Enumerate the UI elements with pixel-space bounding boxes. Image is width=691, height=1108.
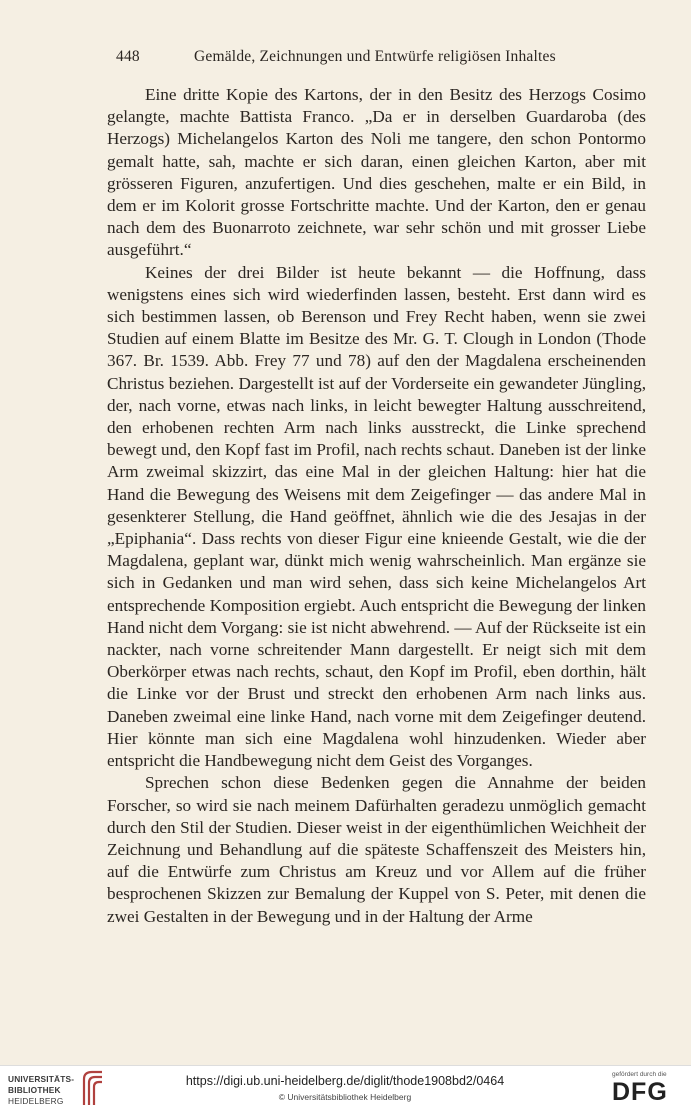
funding-note: gefördert durch die — [612, 1071, 667, 1078]
page-number: 448 — [116, 48, 140, 65]
dfg-logo[interactable]: DFG — [612, 1078, 668, 1106]
running-title: Gemälde, Zeichnungen und Entwürfe religiösen Inhaltes — [194, 48, 556, 65]
library-name-line2: BIBLIOTHEK — [8, 1085, 61, 1095]
library-name-line3: HEIDELBERG — [8, 1096, 64, 1106]
paragraph: Sprechen schon diese Bedenken gegen die Annahme der beiden Forscher, so wird sie nach meinem Dafürhalten geradezu unmöglich gemacht durch den Stil der Studien. Dieser weist in der eigenthümlichen Weichheit der Zeichnung und Behandlung auf die späteste Schaffenszeit des Meisters hin, auf die Entwürfe zum Christus am Kreuz und vor Allem auf die früher besprochenen Skizzen zur Bemalung der Kuppel von S. Peter, mit denen die zwei Gestalten in der Bewegung und in der Haltung der Arme — [107, 773, 646, 926]
library-emblem-icon — [78, 1069, 106, 1107]
library-logo[interactable] — [8, 1068, 98, 1108]
permalink-url[interactable]: https://digi.ub.uni-heidelberg.de/diglit/thode1908bd2/0464 — [185, 1074, 505, 1088]
paragraph: Keines der drei Bilder ist heute bekannt — die Hoffnung, dass wenigstens eines sich wird wiederfinden lassen, besteht. Erst dann wird es sich bestimmen lassen, ob Berenson und Frey Recht haben, wenn sie zwei Studien auf einem Blatte im Besitze des Mr. G. T. Clough in London (Thode 367. Br. 1539. Abb. Frey 77 und 78) auf den der Magdalena erscheinenden Christus beziehen. Dargestellt ist auf der Vorderseite ein gewandeter Jüngling, der, nach vorne, etwas nach links, in leicht bewegter Haltung ausschreitend, den erhobenen rechten Arm nach links ausstreckt, die Linke sprechend bewegt und, den Kopf fast im Profil, nach rechts schaut. Daneben ist der linke Arm zweimal skizzirt, das eine Mal in der gleichen Haltung: hier hat die Hand die Bewegung des Weisens mit dem Zeigefinger — das andere Mal in gesenkterer Stellung, die Hand geöffnet, ähnlich wie die des Jesajas in der „Epiphania“. Dass rechts von dieser Figur eine knieende Gestalt, wie die der Magdalena, geplant war, dünkt mich wenig wahrscheinlich. Man ergänze sie sich in Gedanken und man wird sehen, dass sich keine Michelangelos Art entsprechende Komposition ergiebt. Auch entspricht die Bewegung der linken Hand nicht dem Vorgang: sie ist nicht abwehrend. — Auf der Rückseite ist ein nackter, nach vorne schreitender Mann dargestellt. Er neigt sich mit dem Oberkörper etwas nach rechts, schaut, den Kopf im Profil, eben dorthin, hält die Linke vor der Brust und streckt den erhobenen Arm nach links aus. Daneben zweimal eine linke Hand, nach vorne mit dem Zeigefinger deutend. Hier könnte man sich eine Magdalena wohl hinzudenken. Wieder aber entspricht die Handbewegung nicht dem Geist des Vorganges. — [107, 262, 646, 771]
copyright-notice: © Universitätsbibliothek Heidelberg — [278, 1092, 412, 1102]
library-name-line1: UNIVERSITÄTS- — [8, 1074, 75, 1084]
running-header — [116, 44, 646, 70]
paragraph: Eine dritte Kopie des Kartons, der in den Besitz des Herzogs Cosimo gelangte, machte Battista Franco. „Da er in derselben Guardaroba (des Herzogs) Michelangelos Karton des Noli me tangere, den schon Pontormo gemalt hatte, sah, machte er sich daran, einen gleichen Karton, aber mit grösseren Figuren, anzufertigen. Und dies geschehen, malte er ein Bild, in dem er im Kolorit grosse Fortschritte machte. Und der Karton, den er genau nach dem des Buonarroto zeichnete, war sehr schön und mit grosser Liebe ausgeführt.“ — [107, 85, 646, 260]
viewer-footer — [0, 1065, 691, 1108]
body-text — [107, 84, 646, 928]
